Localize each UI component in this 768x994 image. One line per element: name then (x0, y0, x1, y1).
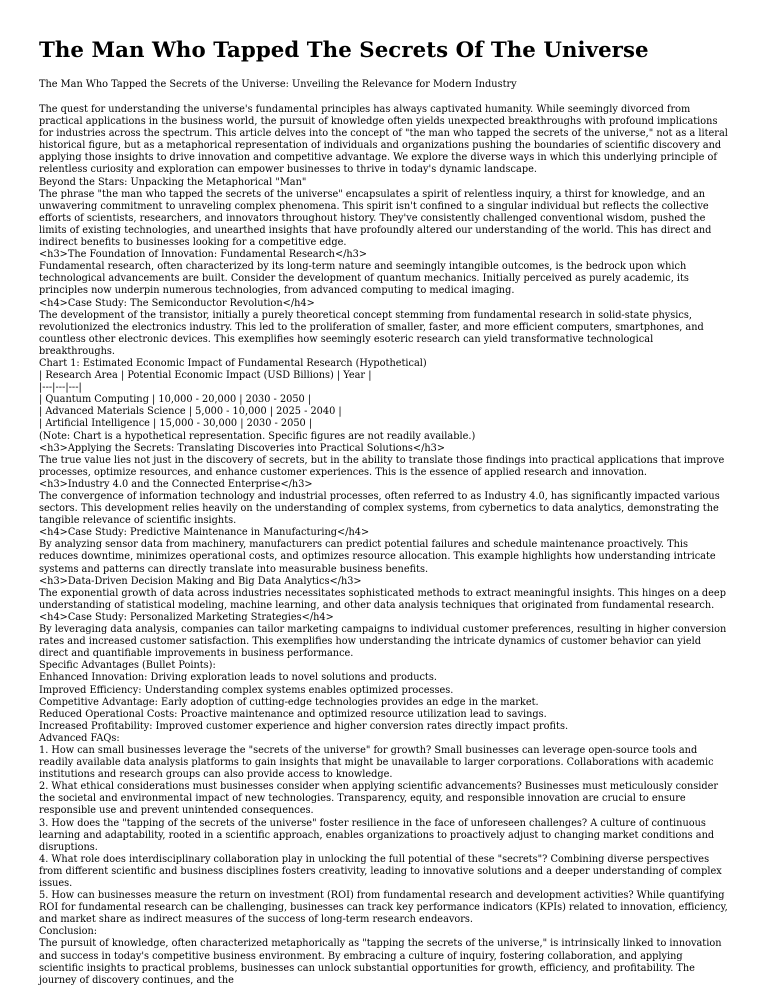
article-subtitle: The Man Who Tapped the Secrets of the Universe: Unveiling the Relevance for Modern Industry (39, 79, 517, 90)
article-body: The quest for understanding the universe's fundamental principles has always captivated humanity. While seemingly divorced from practical applications in the business world, the pursuit of knowledge often yields unexpected breakthroughs with profound implications for industries across the spectrum. This article delves into the concept of "the man who tapped the secrets of the universe," not as a literal historical figure, but as a metaphorical representation of individuals and organizations pushing the boundaries of scientific discovery and applying those insights to drive innovation and competitive advantage. We explore the diverse ways in which this underlying principle of relentless curiosity and exploration can empower businesses to thrive in today's dynamic landscape. Beyond the Stars: Unpacking the Metaphorical "Man" The phrase "the man who tapped the secrets of the universe" encapsulates a spirit of relentless inquiry, a thirst for knowledge, and an unwavering commitment to unraveling complex phenomena. This spirit isn't confined to a singular individual but reflects the collective efforts of scientists, researchers, and innovators throughout history. They've consistently challenged conventional wisdom, pushed the limits of existing technologies, and unearthed insights that have profoundly altered our understanding of the world. This has direct and indirect benefits to businesses looking for a competitive edge. <h3>The Foundation of Innovation: Fundamental Research</h3> Fundamental research, often characterized by its long-term nature and seemingly intangible outcomes, is the bedrock upon which technological advancements are built. Consider the development of quantum mechanics. Initially perceived as purely academic, its principles now underpin numerous technologies, from advanced computing to medical imaging. <h4>Case Study: The Semiconductor Revolution</h4> The development of the transistor, initially a purely theoretical concept stemming from fundamental research in solid-state physics, revolutionized the electronics industry. This led to the proliferation of smaller, faster, and more efficient computers, smartphones, and countless other electronic devices. This exemplifies how seemingly esoteric research can yield transformative technological breakthroughs. Chart 1: Estimated Economic Impact of Fundamental Research (Hypothetical) | Research Area | Potential Economic Impact (USD Billions) | Year | |---|---|---| | Quantum Computing | 10,000 - 20,000 | 2030 - 2050 | | Advanced Materials Science | 5,000 - 10,000 | 2025 - 2040 | | Artificial Intelligence | 15,000 - 30,000 | 2030 - 2050 | (Note: Chart is a hypothetical representation. Specific figures are not readily available.) <h3>Applying the Secrets: Translating Discoveries into Practical Solutions</h3> The true value lies not just in the discovery of secrets, but in the ability to translate those findings into practical applications that improve processes, optimize resources, and enhance customer experiences. This is the essence of applied research and innovation. <h3>Industry 4.0 and the Connected Enterprise</h3> The convergence of information technology and industrial processes, often referred to as Industry 4.0, has significantly impacted various sectors. This development relies heavily on the understanding of complex systems, from cybernetics to data analytics, demonstrating the tangible relevance of scientific insights. <h4>Case Study: Predictive Maintenance in Manufacturing</h4> By analyzing sensor data from machinery, manufacturers can predict potential failures and schedule maintenance proactively. This reduces downtime, minimizes operational costs, and optimizes resource allocation. This example highlights how understanding intricate systems and patterns can directly translate into measurable business benefits. <h3>Data-Driven Decision Making and Big Data Analytics</h3> The exponential growth of data across industries necessitates sophisticated methods to extract meaningful insights. This hinges on a deep understanding of statistical modeling, machine learning, and other data analysis techniques that originated from fundamental research. <h4>Case Study: Personalized Marketing Strategies</h4> By leveraging data analysis, companies can tailor marketing campaigns to individual customer preferences, resulting in higher conversion rates and increased customer satisfaction. This exemplifies how understanding the intricate dynamics of customer behavior can yield direct and quantifiable improvements in business performance. Specific Advantages (Bullet Points): Enhanced Innovation: Driving exploration leads to novel solutions and products. Improved Efficiency: Understanding complex systems enables optimized processes. Competitive Advantage: Early adoption of cutting-edge technologies provides an edge in the market. Reduced Operational Costs: Proactive maintenance and optimized resource utilization lead to savings. Increased Profitability: Improved customer experience and higher conversion rates directly impact profits. Advanced FAQs: 1. How can small businesses leverage the "secrets of the universe" for growth? Small businesses can leverage open-source tools and readily available data analysis platforms to gain insights that might be unavailable to larger corporations. Collaborations with academic institutions and research groups can also provide access to knowledge. 2. What ethical considerations must businesses consider when applying scientific advancements? Businesses must meticulously consider the societal and environmental impact of new technologies. Transparency, equity, and responsible innovation are crucial to ensure responsible use and prevent unintended consequences. 3. How does the "tapping of the secrets of the universe" foster resilience in the face of unforeseen challenges? A culture of continuous learning and adaptability, rooted in a scientific approach, enables organizations to proactively adjust to changing market conditions and disruptions. 4. What role does interdisciplinary collaboration play in unlocking the full potential of these "secrets"? Combining diverse perspectives from different scientific and business disciplines fosters creativity, leading to innovative solutions and a deeper understanding of complex issues. 5. How can businesses measure the return on investment (ROI) from fundamental research and development activities? While quantifying ROI for fundamental research can be challenging, businesses can track key performance indicators (KPIs) related to innovation, efficiency, and market share as indirect measures of the success of long-term research endeavors. Conclusion: The pursuit of knowledge, often characterized metaphorically as "tapping the secrets of the universe," is intrinsically linked to innovation and success in today's competitive business environment. By embracing a culture of inquiry, fostering collaboration, and applying scientific insights to practical problems, businesses can unlock substantial opportunities for growth, efficiency, and profitability. The journey of discovery continues, and the (39, 104, 728, 986)
article-title: The Man Who Tapped The Secrets Of The Universe (39, 38, 649, 63)
